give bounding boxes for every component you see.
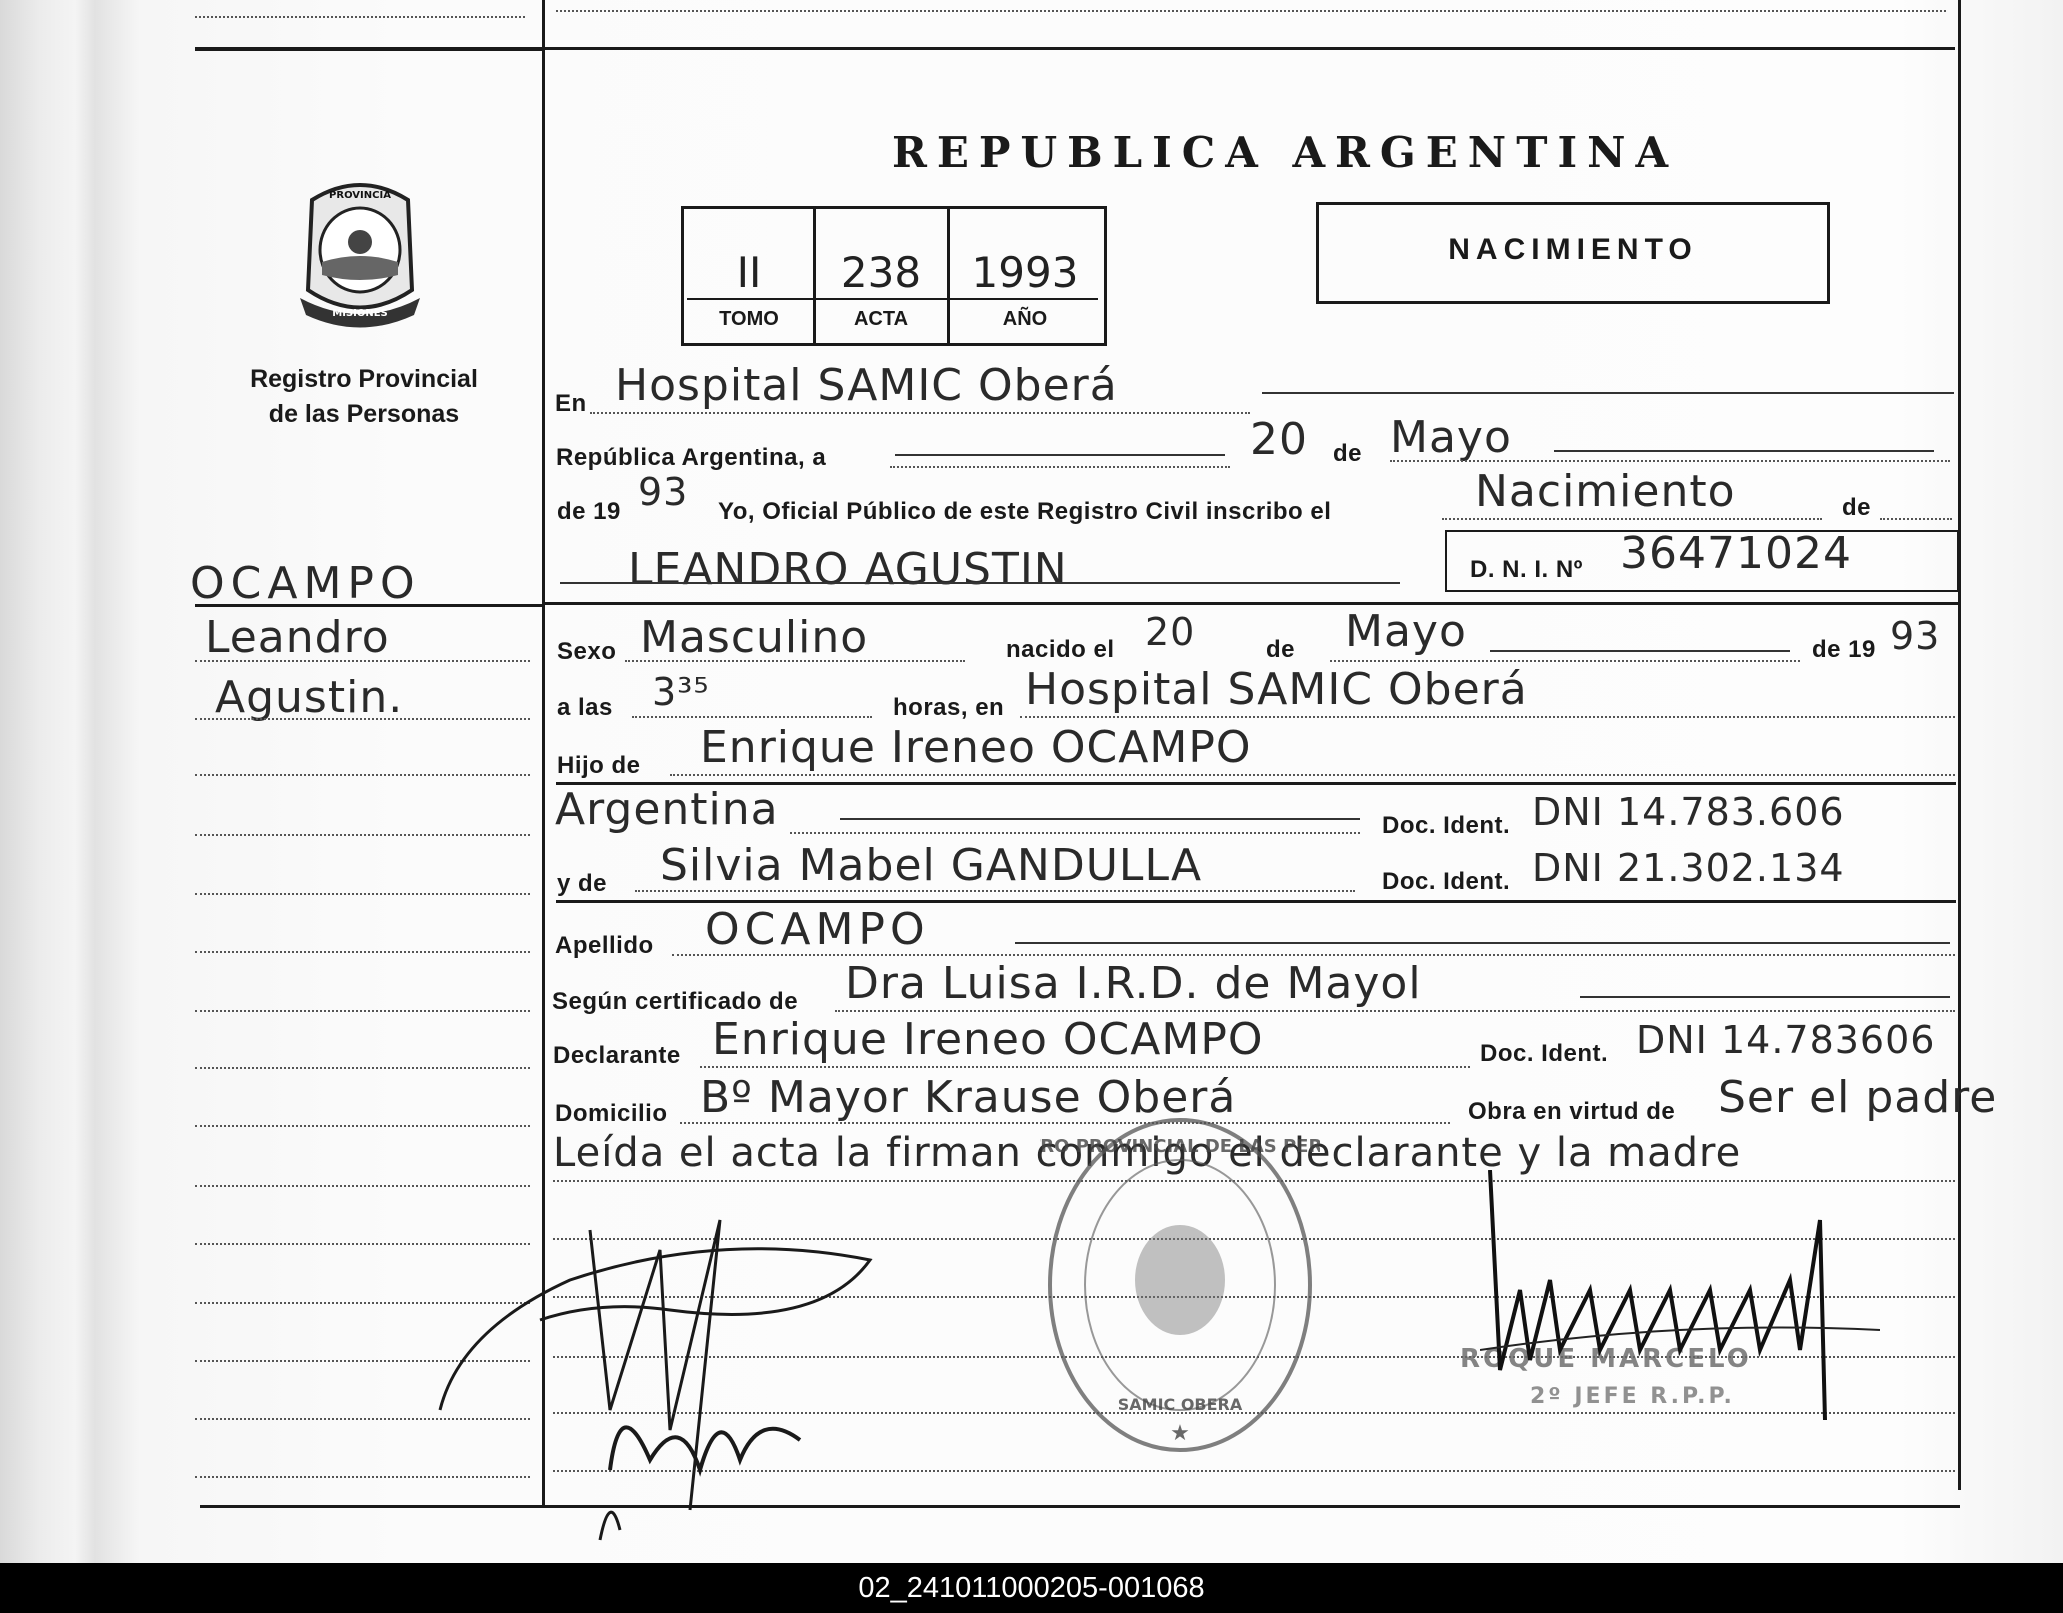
field-lugar: Hospital SAMIC Oberá [615,360,1118,411]
top-dotted-line [195,16,525,18]
solid-rule-madre [556,900,1956,903]
margin-line [195,1010,530,1012]
label-nacido-19: de 19 [1812,636,1876,663]
field-nombre: LEANDRO AGUSTIN [628,544,1068,595]
registry-name-line2: de las Personas [268,400,460,428]
margin-given1: Leandro [205,612,390,663]
label-apellido: Apellido [555,932,654,959]
margin-line [195,1125,530,1127]
label-domicilio: Domicilio [555,1100,668,1127]
seal-text: RO PROVINCIAL DE LAS PER [1040,1136,1320,1157]
label-sexo: Sexo [557,638,617,665]
solid-line-mes [1554,450,1934,452]
label-segun: Según certificado de [552,988,799,1015]
top-dotted-line-right [556,10,1946,12]
label-obra: Obra en virtud de [1468,1098,1676,1125]
label-yo-oficial: Yo, Oficial Público de este Registro Civil inscribo el [718,498,1332,525]
solid-line-lugar [1262,392,1954,394]
official-seal [1040,1110,1320,1460]
field-declarante-doc: DNI 14.783606 [1636,1018,1936,1062]
margin-line [195,893,530,895]
field-padre: Enrique Ireneo OCAMPO [700,722,1252,773]
tomo-label: TOMO [719,308,779,330]
dotted-line-padre [670,774,1955,776]
seal-city: SAMIC OBERA [1117,1395,1243,1414]
label-de-tipo: de [1842,494,1872,521]
solid-line-nacido [1490,650,1790,652]
label-de-19: de 19 [557,498,621,525]
dotted-line-dia [890,466,1230,468]
margin-line [195,834,530,836]
margin-surname: OCAMPO [190,558,421,609]
field-anio-2d: 93 [638,470,689,514]
label-declarante-doc: Doc. Ident. [1480,1040,1609,1067]
field-nacionalidad: Argentina [555,784,779,835]
left-top-rule [195,48,543,51]
dotted-line-certificado [835,1010,1955,1012]
country-title: REPUBLICA ARGENTINA [892,128,1679,177]
label-nacido: nacido el [1006,636,1115,663]
image-id-footer: 02_241011000205-001068 [0,1563,2063,1613]
label-hijo-de: Hijo de [557,752,641,779]
label-a-las: a las [557,694,613,721]
field-dia: 20 [1250,414,1308,465]
field-sexo: Masculino [640,612,869,663]
field-nacido-mes: Mayo [1345,606,1467,657]
field-lugar-nac: Hospital SAMIC Oberá [1025,664,1528,715]
solid-line-nombre [560,582,1400,584]
label-horas-en: horas, en [893,694,1005,721]
margin-line [195,1185,530,1187]
label-de: de [1333,440,1363,467]
misiones-emblem [292,180,428,330]
field-madre-doc: DNI 21.302.134 [1532,846,1845,890]
field-nacido-dia: 20 [1145,610,1196,654]
solid-line-dia [895,454,1225,456]
margin-line [195,718,530,720]
margin-line [195,951,530,953]
dotted-line-hora [632,716,872,718]
registry-name-line1: Registro Provincial [250,365,478,393]
dotted-line-apellido [672,954,1955,956]
label-nacido-de: de [1266,636,1296,663]
official-title-stamp: 2º JEFE R.P.P. [1530,1384,1735,1409]
solid-line-certificado [1580,996,1950,998]
field-obra: Ser el padre [1718,1072,1998,1123]
right-border [1958,0,1961,1490]
solid-line-nacionalidad [840,818,1360,820]
dotted-line-mes [1390,460,1950,462]
seal-star-icon: ★ [1170,1420,1190,1445]
declarant-signature [420,1210,880,1550]
act-type-label: NACIMIENTO [1448,233,1698,266]
field-madre: Silvia Mabel GANDULLA [660,840,1203,891]
record-box-label-rule [687,298,1098,300]
field-padre-doc: DNI 14.783.606 [1532,790,1845,834]
official-signature [1480,1170,1880,1430]
label-madre-doc: Doc. Ident. [1382,868,1511,895]
field-domicilio: Bº Mayor Krause Oberá [700,1072,1237,1123]
margin-line [195,774,530,776]
field-tipo: Nacimiento [1475,466,1736,517]
field-mes: Mayo [1390,412,1512,463]
official-name-stamp: ROQUE MARCELO [1460,1344,1752,1374]
field-nacido-anio: 93 [1890,614,1941,658]
emblem-bottom-text: MISIONES [332,308,388,319]
label-republica: República Argentina, a [556,444,827,471]
dotted-line-nacionalidad [790,832,1360,834]
margin-given2: Agustin. [215,672,404,723]
label-padre-doc: Doc. Ident. [1382,812,1511,839]
field-hora: 3³⁵ [652,670,710,714]
field-nota: Leída el acta la firman conmigo el declarante y la madre [553,1130,1742,1176]
field-declarante: Enrique Ireneo OCAMPO [712,1014,1264,1065]
dotted-line-madre [635,890,1355,892]
anio-label: AÑO [1002,308,1048,330]
dotted-line-lugar-nac [1020,716,1955,718]
acta-label: ACTA [853,308,909,330]
label-y-de: y de [557,870,608,897]
dotted-line-declarante [700,1066,1470,1068]
dotted-line-nacido [1330,660,1800,662]
label-dni: D. N. I. Nº [1470,556,1583,583]
tomo-value: II [736,248,762,297]
acta-value: 238 [840,248,922,297]
section-rule [542,602,1958,605]
margin-line [195,660,530,662]
dotted-line-tipo-end [1880,518,1952,520]
dotted-line-sexo [625,660,965,662]
label-declarante: Declarante [553,1042,681,1069]
solid-line-apellido [1015,942,1950,944]
field-certificado: Dra Luisa I.R.D. de Mayol [845,958,1422,1009]
field-dni: 36471024 [1620,528,1852,579]
anio-value: 1993 [971,248,1079,297]
emblem-top-text: PROVINCIA [329,190,391,201]
field-apellido: OCAMPO [705,904,930,955]
margin-line [195,1067,530,1069]
dotted-line-tipo [1442,518,1822,520]
label-en: En [555,390,587,417]
dotted-line-lugar [590,412,1250,414]
